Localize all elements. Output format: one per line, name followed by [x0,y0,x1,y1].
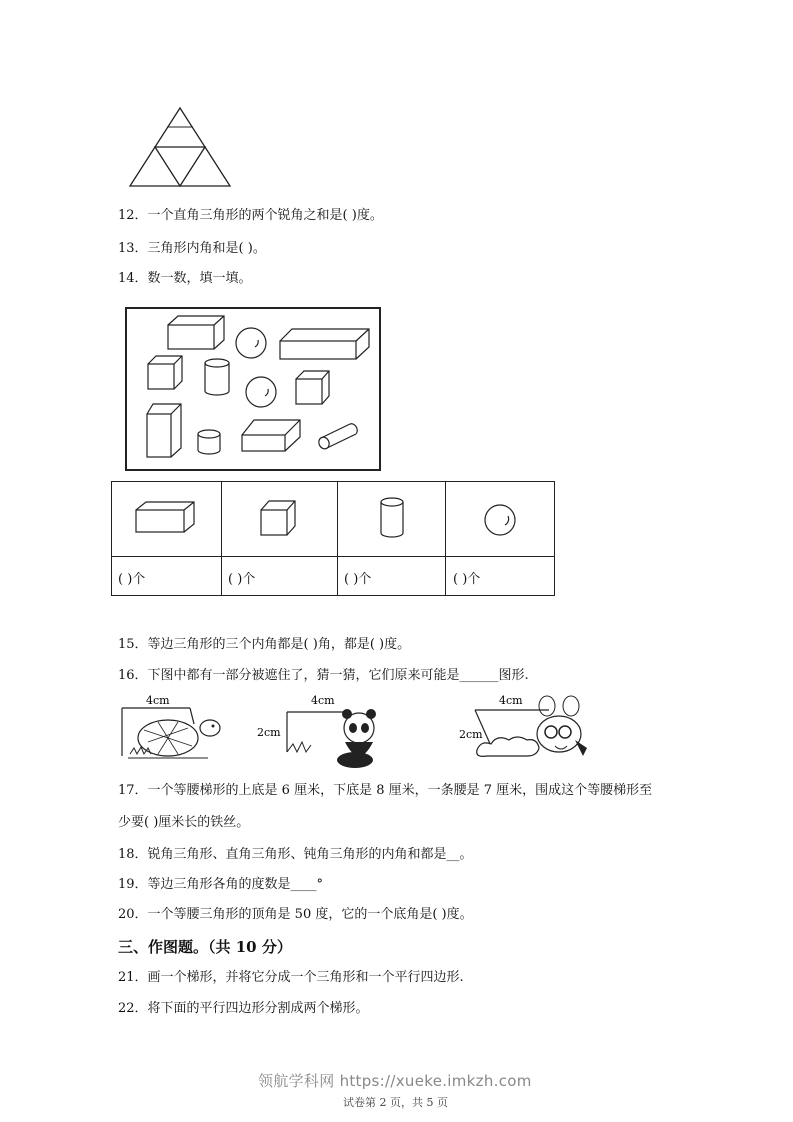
question-14: 14．数一数，填一填。 [118,271,252,286]
hidden-shape-bee-figure [455,690,595,770]
cylinder-icon [377,496,407,540]
hidden-shape-panda-figure [255,690,385,770]
question-13: 13．三角形内角和是( )。 [118,241,266,256]
panda-side-label: 2cm [257,726,281,739]
question-17-line-1: 17．一个等腰梯形的上底是 6 厘米，下底是 8 厘米，一条腰是 7 厘米，围成这个等腰梯形至 [118,783,653,798]
sphere-icon [482,502,518,538]
sphere-count-blank: ( )个 [453,572,481,587]
shapes-collection-figure [125,307,381,471]
question-17-line-2: 少要( )厘米长的铁丝。 [118,815,250,830]
table-blank-row [112,556,554,597]
section-3-heading: 三、作图题。（共 10 分） [118,938,292,956]
bee-top-label: 4cm [499,694,523,707]
cuboid-icon [134,500,198,536]
bee-side-label: 2cm [459,728,483,741]
page-footer: 试卷第 2 页，共 5 页 [343,1096,448,1109]
subdivided-triangle-figure [125,103,235,188]
hidden-shape-turtle-figure [118,694,228,770]
count-table [111,481,555,596]
watermark: 领航学科网 https://xueke.imkzh.com [258,1072,532,1090]
question-16: 16．下图中都有一部分被遮住了，猜一猜，它们原来可能是______图形. [118,668,529,683]
question-12: 12．一个直角三角形的两个锐角之和是( )度。 [118,208,383,223]
question-15: 15．等边三角形的三个内角都是( )角，都是( )度。 [118,637,411,652]
question-18: 18．锐角三角形、直角三角形、钝角三角形的内角和都是__。 [118,847,473,862]
question-20: 20．一个等腰三角形的顶角是 50 度，它的一个底角是( )度。 [118,907,473,922]
question-19: 19．等边三角形各角的度数是____° [118,877,324,892]
question-22: 22．将下面的平行四边形分割成两个梯形。 [118,1001,369,1016]
turtle-top-label: 4cm [146,694,170,707]
cube-count-blank: ( )个 [228,572,256,587]
cuboid-count-blank: ( )个 [118,572,146,587]
cube-icon [258,498,298,538]
panda-top-label: 4cm [311,694,335,707]
cylinder-count-blank: ( )个 [344,572,372,587]
question-21: 21．画一个梯形，并将它分成一个三角形和一个平行四边形. [118,970,464,985]
